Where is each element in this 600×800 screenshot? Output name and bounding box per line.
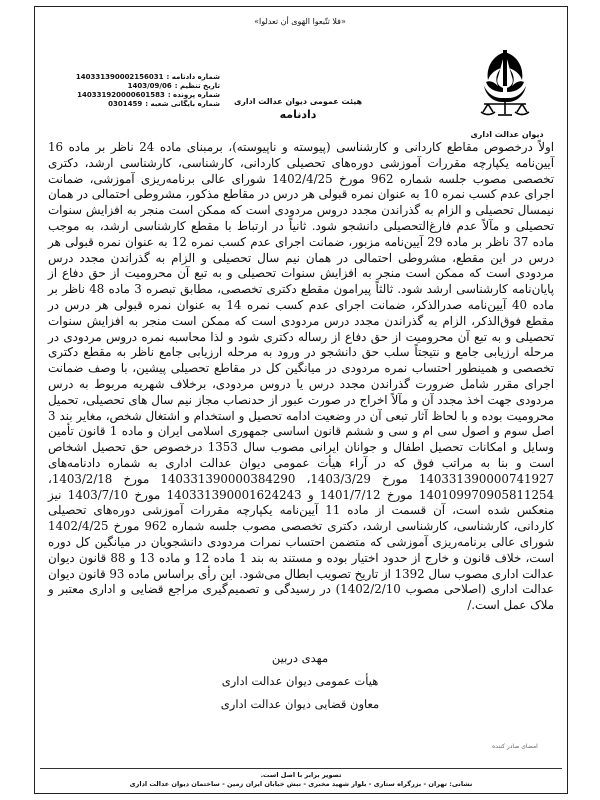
document-metadata [75,73,220,109]
meta-row-date [80,82,220,91]
signatory-name: مهدی دربین [271,651,329,665]
ruling-body [48,140,554,614]
meta-value: 140331390002156031 [75,73,164,81]
footer-address: نشانی: تهران - بزرگراه ستاری - بلوار شهید مخبری - نبش خیابان ایران زمین - ساختمان دیوان عدالت اداری [129,780,473,788]
meta-row-ruling-number [75,73,220,82]
meta-row-case-number [77,91,220,100]
meta-value: 0301459 [108,100,143,108]
meta-label: شماره بایگانی شعبه : [145,100,220,108]
footer [40,771,562,789]
meta-label: تاریخ تنظیم : [174,82,220,90]
issuer-organization: هیئت عمومی دیوان عدالت اداری [233,97,363,106]
signature-block [150,647,450,716]
iran-emblem-icon [476,46,534,118]
meta-value: 1403/09/06 [127,82,172,90]
meta-row-archive-number [80,100,220,109]
signatory-title-1: هیأت عمومی دیوان عدالت اداری [221,674,379,688]
footer-divider [40,768,562,769]
certified-copy-note: تصویر برابر با اصل است. [260,771,342,779]
meta-label: شماره پرونده : [167,91,220,99]
signatory-title-2: معاون قضایی دیوان عدالت اداری [220,697,380,711]
issuer-signature-label: امضای صادر کننده [492,743,538,750]
ruling-paragraph: اولاً درخصوص مقاطع کاردانی و کارشناسی (پیوسته و ناپیوسته)، برمبنای ماده 24 ناظر بر ماده 16 آیین‌نامه یکپارچه مقررات آموزشی دوره‌های تحصیلی کاردانی، کارشناسی، کارشناسی ارشد، دکتری تخصصی مصوب جلسه شماره 962 مورخ 1402/4/25 شورای عالی برنامه‌ریزی آموزشی، ضمانت اجرای عدم کسب نمره 10 به عنوان نمره قبولی هر درس در مقاطع مذکور، مشروطی احتمالی در همان نیمسال تحصیلی و الزام به گذراندن مجدد دروس مردودی است که ممکن است منجر به افزایش سنوات تحصیلی و مآلاً عدم فارغ‌التحصیلی دانشجو شود. ثانیاً در ارتباط با مقطع کارشناسی ارشد، به موجب ماده 37 ناظر بر ماده 29 آیین‌نامه مزبور، ضمانت اجرای عدم کسب نمره 12 به عنوان نمره قبولی هر درس در این مقطع، مشروطی احتمالی در همان نیم سال تحصیلی و الزام به گذراندن مجدد درس مردودی است که ممکن است منجر به افزایش سنوات تحصیلی و به تبع آن محرومیت از حق دفاع از پایان‌نامه کارشناسی ارشد شود. ثالثاً پیرامون مقطع دکتری تخصصی، مطابق تبصره 3 ماده 48 ناظر بر ماده 40 آیین‌نامه صدرالذکر، ضمانت اجرای عدم کسب نمره 14 به عنوان نمره قبولی هر درس در مقطع فوق‌الذکر، الزام به گذراندن مجدد درس مردودی است که ممکن است منجر به افزایش سنوات تحصیلی و به تبع آن محرومیت از حق دفاع از رساله دکتری شود و لذا محاسبه نمره دروس مردودی در مرحله ارزیابی جامع و نتیجتاً سلب حق دانشجو در ورود به مرحله ارزیابی جامع ناظر به مقطع دکتری تخصصی و همینطور احتساب نمره مردودی در میانگین کل در مقاطع تحصیلی پیشین، با وصف ضمانت اجرای مقرر شامل ضرورت گذراندن مجدد درس یا دروس مردودی، برخلاف شهریه مربوط به درس مردودی جهت اخذ مجدد آن و مآلاً اخراج در صورت عبور از حدنصاب مجاز نیم سال های تحصیلی، تحمیل محرومیت بوده و با لحاظ آثار تبعی آن در وضعیت ادامه تحصیل و استخدام و اشتغال شخص، مغایر بند 3 اصل سوم و اصول سی ام و سی و ششم قانون اساسی جمهوری اسلامی ایران و ماده 1 قانون تأمین وسایل و امکانات تحصیل اطفال و جوانان ایرانی مصوب سال 1353 درخصوص حق تحصیل اشخاص است و بنا به مراتب فوق که در آراء هیأت عمومی دیوان عدالت اداری به شماره دادنامه‌های 140331390000741927 مورخ 1403/3/29، 140331390000384290 مورخ 1403/2/18، 140109970905811254 مورخ 1401/7/12 و 140331390001624243 مورخ 1403/7/10 نیز منعکس شده است، آن قسمت از ماده 11 آیین‌نامه یکپارچه مقررات آموزشی دوره‌های تحصیلی کاردانی، کارشناسی، کارشناسی ارشد، دکتری تخصصی مصوب جلسه شماره 962 مورخ 1402/4/25 شورای عالی برنامه‌ریزی آموزشی که متضمن احتساب نمرات مردودی دانشجویان در میانگین کل دوره است، خلاف قانون و خارج از حدود اختیار بوده و مستند به بند 1 ماده 12 و ماده 13 و 88 قانون دیوان عدالت اداری مصوب سال 1392 از تاریخ تصویب ابطال می‌شود. این رأی براساس ماده 93 قانون دیوان عدالت اداری (اصلاحی مصوب 1402/2/10) در رسیدگی و تصمیم‌گیری مراجع قضایی و اداری معتبر و ملاک عمل است./ [48,140,555,613]
emblem-caption: دیوان عدالت اداری [470,130,544,139]
invocation-text: «فلا تتّبعوا الهَوى أن تعدلوا» [254,17,346,26]
meta-label: شماره دادنامه : [166,73,220,81]
issuer-block [218,97,378,121]
meta-value: 140331920000601583 [77,91,165,99]
document-type-title: دادنامه [279,108,317,121]
